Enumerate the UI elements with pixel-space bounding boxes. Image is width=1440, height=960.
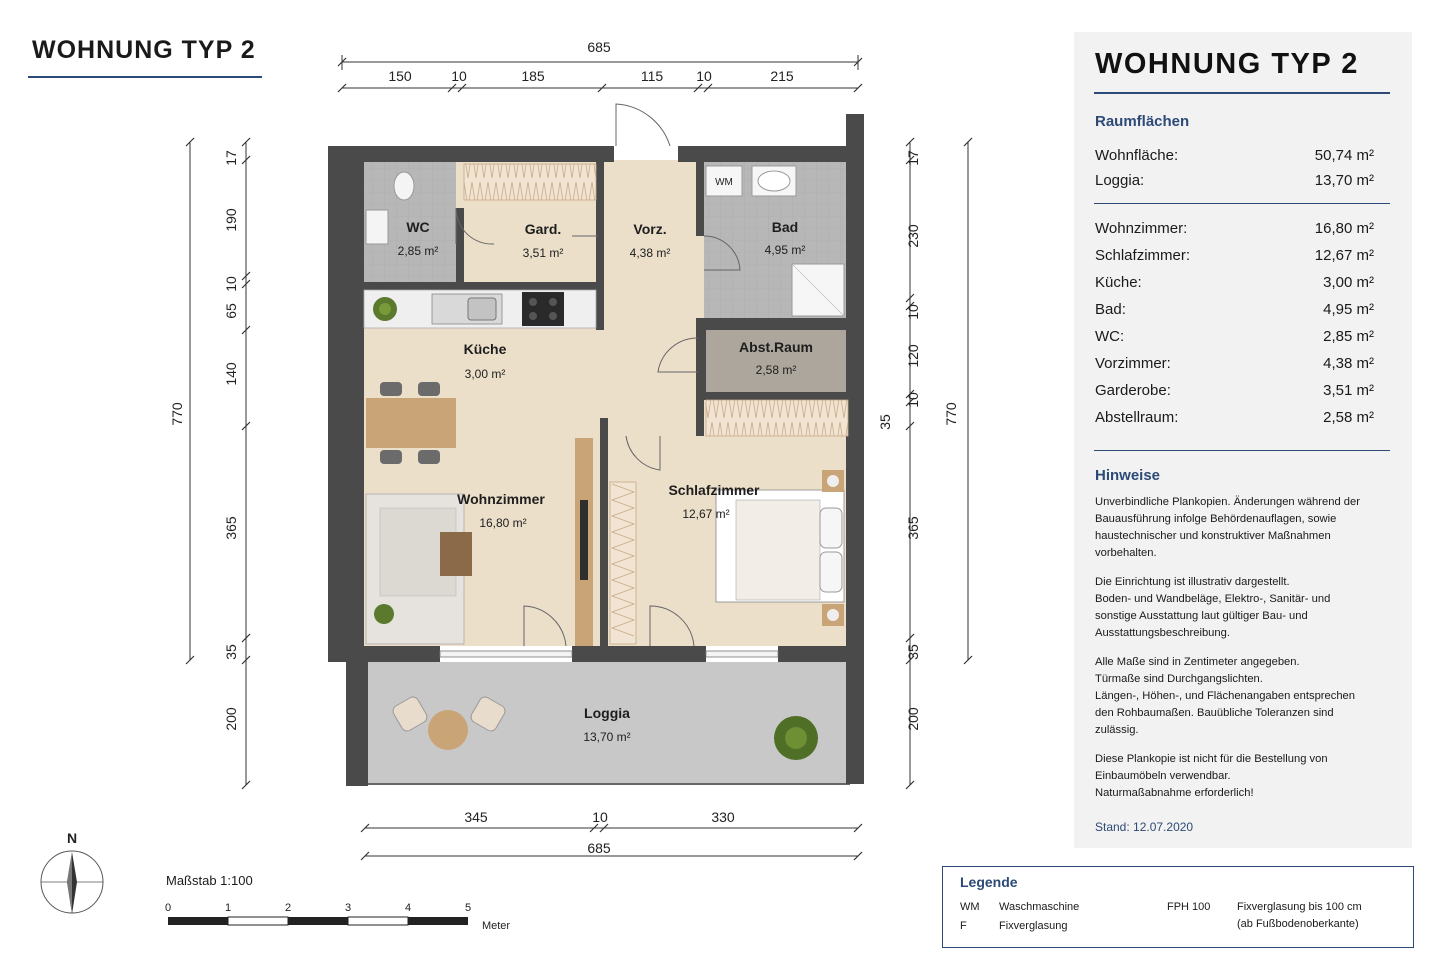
- room-label: Schlafzimmer:: [1095, 247, 1191, 264]
- room-gard-area: 3,51 m²: [522, 246, 564, 260]
- dim-bottom-total: 685: [587, 840, 611, 856]
- room-value: 3,00 m²: [1323, 274, 1374, 291]
- dim-right-2: 230: [905, 224, 921, 248]
- dim-right-4: 120: [905, 344, 921, 368]
- dim-left-2: 190: [223, 208, 239, 232]
- dim-right-6: 35: [877, 414, 893, 430]
- north-arrow: [41, 830, 103, 914]
- dim-right-5: 10: [905, 392, 921, 408]
- dim-bottom-2: 10: [592, 809, 608, 825]
- room-wc-area: 2,85 m²: [397, 244, 439, 258]
- dim-right-1: 17: [905, 150, 921, 166]
- notes-heading: Hinweise: [1095, 467, 1161, 484]
- scale-tick-2: 2: [284, 902, 292, 914]
- wm-label: WM: [715, 177, 733, 188]
- scale-bar: [165, 902, 510, 932]
- scale-unit: Meter: [481, 920, 511, 932]
- room-value: 2,58 m²: [1323, 409, 1374, 426]
- legend: [942, 866, 1414, 948]
- scale-tick-1: 1: [224, 902, 232, 914]
- room-row: [1095, 220, 1374, 237]
- room-row: [1095, 301, 1374, 318]
- room-schlaf-area: 12,67 m²: [682, 507, 730, 521]
- room-abst-name: Abst.Raum: [739, 339, 813, 355]
- room-wohn-name: Wohnzimmer: [457, 491, 545, 507]
- dim-left-1: 17: [223, 150, 239, 166]
- panel-title: WOHNUNG TYP 2: [1095, 48, 1359, 80]
- scale-tick-3: 3: [344, 902, 352, 914]
- summary-row: [1095, 147, 1374, 164]
- page-title: WOHNUNG TYP 2: [32, 36, 256, 64]
- dim-top-5: 10: [696, 68, 712, 84]
- dim-top-6: 215: [770, 68, 794, 84]
- summary-value: 50,74 m²: [1314, 147, 1374, 164]
- dim-left-total: 770: [169, 402, 185, 426]
- room-label: Vorzimmer:: [1095, 355, 1171, 372]
- scale-tick-0: 0: [164, 902, 172, 914]
- dim-top-total: 685: [587, 39, 611, 55]
- legend-code: F: [960, 920, 967, 932]
- dim-right-9: 200: [905, 707, 921, 731]
- room-value: 16,80 m²: [1314, 220, 1374, 237]
- room-kueche-name: Küche: [463, 341, 507, 357]
- room-label: Bad:: [1095, 301, 1126, 318]
- room-value: 2,85 m²: [1323, 328, 1374, 345]
- room-bad-area: 4,95 m²: [764, 243, 806, 257]
- dim-left-5: 140: [223, 362, 239, 386]
- room-vorz-area: 4,38 m²: [629, 246, 671, 260]
- dim-left-8: 200: [223, 707, 239, 731]
- legend-text: Fixverglasung: [999, 920, 1068, 932]
- room-wohn-area: 16,80 m²: [479, 516, 527, 530]
- dim-right-7: 365: [905, 516, 921, 540]
- summary-label: Wohnfläche:: [1095, 147, 1179, 164]
- room-kueche-area: 3,00 m²: [464, 367, 506, 381]
- note-paragraph: Diese Plankopie ist nicht für die Bestellung von Einbaumöbeln verwendbar. Naturmaßabnahme erforderlich!: [1095, 753, 1328, 799]
- dim-bottom-1: 345: [464, 809, 488, 825]
- room-row: [1095, 409, 1374, 426]
- dim-left-3: 10: [223, 276, 239, 292]
- dim-bottom-3: 330: [711, 809, 735, 825]
- room-row: [1095, 247, 1374, 264]
- room-label: WC:: [1095, 328, 1125, 345]
- room-label: Garderobe:: [1095, 382, 1171, 399]
- legend-title: Legende: [960, 874, 1018, 890]
- room-row: [1095, 382, 1374, 399]
- dim-top-1: 150: [388, 68, 412, 84]
- legend-text: Fixverglasung bis 100 cm: [1237, 901, 1362, 913]
- scale-tick-4: 4: [404, 902, 412, 914]
- note-paragraph: Unverbindliche Plankopien. Änderungen während der Bauausführung infolge Behördenauflagen, sowie haustechnischer und konstruktiver Maßnahmen vorbehalten.: [1095, 496, 1360, 559]
- room-bad-name: Bad: [771, 219, 799, 235]
- room-row: [1095, 328, 1374, 345]
- dim-left-4: 65: [223, 303, 239, 319]
- room-value: 12,67 m²: [1314, 247, 1374, 264]
- dim-left-7: 35: [223, 644, 239, 660]
- room-row: [1095, 274, 1374, 291]
- room-loggia-area: 13,70 m²: [583, 730, 631, 744]
- stand-date: Stand: 12.07.2020: [1095, 820, 1194, 834]
- room-value: 3,51 m²: [1323, 382, 1374, 399]
- panel-title-underline: [1094, 92, 1390, 94]
- areas-heading: Raumflächen: [1095, 113, 1190, 130]
- note-paragraph: Alle Maße sind in Zentimeter angegeben. Türmaße sind Durchgangslichten. Längen-, Höhen-, und Flächenangaben entsprechen den Rohbaumaßen. Bauübliche Toleranzen sind zulässig.: [1095, 656, 1355, 736]
- summary-value: 13,70 m²: [1314, 172, 1374, 189]
- note-paragraph: Die Einrichtung ist illustrativ dargestellt. Boden- und Wandbeläge, Elektro-, Sanitär- und sonstige Ausstattung laut gültiger Bau- und Ausstattungsbeschreibung.: [1095, 576, 1331, 639]
- dim-left-6: 365: [223, 516, 239, 540]
- summary-label: Loggia:: [1095, 172, 1145, 189]
- scale-tick-5: 5: [464, 902, 472, 914]
- legend-code: FPH 100: [1167, 901, 1211, 913]
- room-wc-name: WC: [406, 219, 430, 235]
- info-panel: [1074, 32, 1412, 848]
- room-label: Wohnzimmer:: [1095, 220, 1188, 237]
- dim-right-8: 35: [905, 644, 921, 660]
- legend-text: (ab Fußbodenoberkante): [1237, 918, 1359, 930]
- separator: [1094, 203, 1390, 204]
- legend-text: Waschmaschine: [999, 901, 1080, 913]
- room-value: 4,95 m²: [1323, 301, 1374, 318]
- north-label: N: [66, 830, 78, 846]
- room-loggia-name: Loggia: [584, 705, 630, 721]
- room-gard-name: Gard.: [524, 221, 562, 237]
- dim-top-4: 115: [640, 68, 664, 84]
- room-value: 4,38 m²: [1323, 355, 1374, 372]
- room-label: Küche:: [1095, 274, 1142, 291]
- dim-top-2: 10: [451, 68, 467, 84]
- dim-top-3: 185: [521, 68, 545, 84]
- legend-code: WM: [960, 901, 980, 913]
- room-schlaf-name: Schlafzimmer: [668, 482, 760, 498]
- room-label: Abstellraum:: [1095, 409, 1179, 426]
- notes: [1095, 494, 1395, 814]
- room-vorz-name: Vorz.: [633, 221, 667, 237]
- room-row: [1095, 355, 1374, 372]
- room-abst-area: 2,58 m²: [755, 363, 797, 377]
- dim-right-total: 770: [943, 402, 959, 426]
- scale-label: Maßstab 1:100: [166, 873, 253, 888]
- title-underline: [28, 76, 262, 78]
- dim-right-3: 10: [905, 304, 921, 320]
- summary-row: [1095, 172, 1374, 189]
- separator: [1094, 450, 1390, 451]
